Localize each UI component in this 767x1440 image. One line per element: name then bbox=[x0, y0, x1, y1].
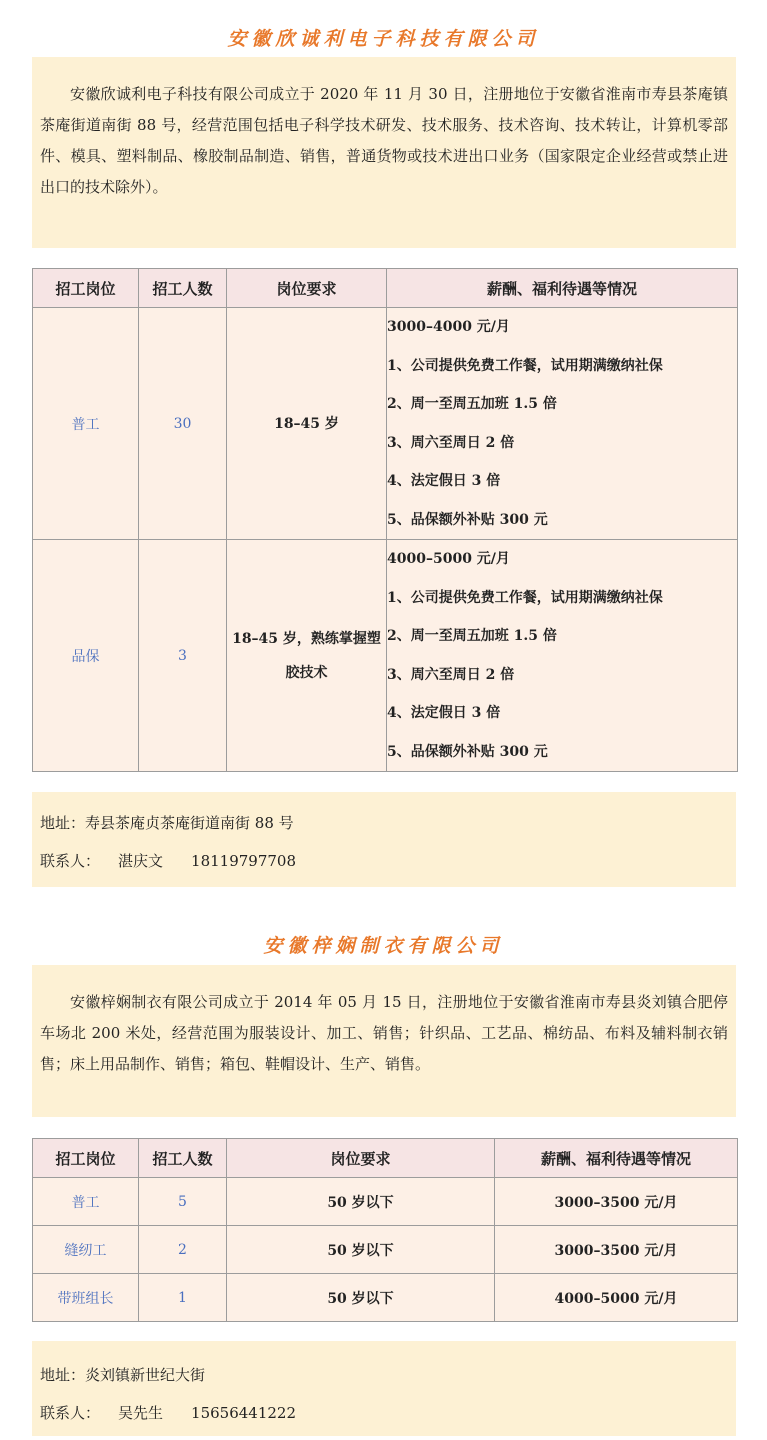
contact-phone: 18119797708 bbox=[191, 852, 297, 870]
salary-line: 3000–4000 元/月 bbox=[387, 319, 510, 335]
table-row bbox=[33, 1178, 738, 1226]
salary-line: 4、法定假日 3 倍 bbox=[387, 705, 501, 721]
row-position: 品保 bbox=[33, 540, 139, 772]
header-salary: 薪酬、福利待遇等情况 bbox=[387, 269, 738, 308]
header-salary: 薪酬、福利待遇等情况 bbox=[495, 1139, 738, 1178]
table-row bbox=[33, 540, 738, 772]
row-salary bbox=[387, 308, 738, 540]
contact-phone: 15656441222 bbox=[191, 1404, 297, 1422]
company2-title: 安徽梓娴制衣有限公司 bbox=[263, 935, 504, 957]
row-position: 普工 bbox=[33, 308, 139, 540]
row-requirement: 18–45 岁，熟练掌握塑胶技术 bbox=[227, 540, 387, 772]
company2-contact-box bbox=[32, 1341, 736, 1436]
row-position: 缝纫工 bbox=[33, 1226, 139, 1274]
row-count: 2 bbox=[139, 1226, 227, 1274]
address-label: 地址： bbox=[40, 1366, 86, 1384]
salary-line: 5、品保额外补贴 300 元 bbox=[387, 511, 548, 528]
company1-title: 安徽欣诚利电子科技有限公司 bbox=[227, 28, 540, 50]
company2-jobs-table bbox=[32, 1138, 738, 1322]
row-position: 普工 bbox=[33, 1178, 139, 1226]
contact-line bbox=[32, 1394, 736, 1432]
table-row bbox=[33, 308, 738, 540]
table-row bbox=[33, 1274, 738, 1322]
row-salary bbox=[387, 540, 738, 772]
row-requirement: 50 岁以下 bbox=[227, 1178, 495, 1226]
row-count: 5 bbox=[139, 1178, 227, 1226]
salary-line: 3、周六至周日 2 倍 bbox=[387, 434, 515, 451]
salary-line: 3、周六至周日 2 倍 bbox=[387, 666, 515, 683]
salary-line: 4、法定假日 3 倍 bbox=[387, 473, 501, 489]
salary-line: 1、公司提供免费工作餐，试用期满缴纳社保 bbox=[387, 357, 663, 374]
table-row bbox=[33, 1226, 738, 1274]
contact-name: 吴先生 bbox=[118, 1404, 164, 1422]
header-count: 招工人数 bbox=[139, 1139, 227, 1178]
row-requirement: 50 岁以下 bbox=[227, 1274, 495, 1322]
salary-line: 2、周一至周五加班 1.5 倍 bbox=[387, 628, 557, 644]
header-count: 招工人数 bbox=[139, 269, 227, 308]
contact-name: 湛庆文 bbox=[118, 852, 164, 870]
address-line bbox=[32, 1356, 736, 1394]
contact-label: 联系人： bbox=[40, 852, 101, 870]
header-requirement: 岗位要求 bbox=[227, 269, 387, 308]
header-position: 招工岗位 bbox=[33, 1139, 139, 1178]
contact-label: 联系人： bbox=[40, 1404, 101, 1422]
company1-contact-box bbox=[32, 792, 736, 887]
company2-intro: 安徽梓娴制衣有限公司成立于 2014 年 05 月 15 日，注册地位于安徽省淮南市寿县炎刘镇合肥停车场北 200 米处，经营范围为服装设计、加工、销售；针织品、工艺品、棉纺品、布料及辅料制衣销售；床上用品制作、销售；箱包、鞋帽设计、生产、销售。 bbox=[40, 993, 728, 1073]
row-salary: 3000–3500 元/月 bbox=[495, 1226, 738, 1274]
table-header-row bbox=[33, 1139, 738, 1178]
salary-line: 2、周一至周五加班 1.5 倍 bbox=[387, 396, 557, 412]
company1-intro: 安徽欣诚利电子科技有限公司成立于 2020 年 11 月 30 日，注册地位于安徽省淮南市寿县茶庵镇茶庵街道南街 88 号，经营范围包括电子科学技术研发、技术服务、技术咨询、技术转让，计算机零部件、模具、塑料制品、橡胶制品制造、销售，普通货物或技术进出口业务（国家限定企业经营或禁止进出口的技术除外）。 bbox=[40, 85, 728, 196]
row-count: 30 bbox=[139, 308, 227, 540]
salary-line: 1、公司提供免费工作餐，试用期满缴纳社保 bbox=[387, 589, 663, 606]
company2-intro-box bbox=[32, 965, 736, 1117]
header-position: 招工岗位 bbox=[33, 269, 139, 308]
row-requirement: 18–45 岁 bbox=[227, 308, 387, 540]
address-value: 炎刘镇新世纪大街 bbox=[85, 1366, 206, 1384]
contact-line bbox=[32, 842, 736, 880]
header-requirement: 岗位要求 bbox=[227, 1139, 495, 1178]
row-position: 带班组长 bbox=[33, 1274, 139, 1322]
company1-intro-box bbox=[32, 57, 736, 248]
row-salary: 4000–5000 元/月 bbox=[495, 1274, 738, 1322]
table-header-row bbox=[33, 269, 738, 308]
row-salary: 3000–3500 元/月 bbox=[495, 1178, 738, 1226]
address-value: 寿县茶庵贞茶庵街道南街 88 号 bbox=[85, 814, 294, 832]
row-count: 3 bbox=[139, 540, 227, 772]
address-line bbox=[32, 804, 736, 842]
address-label: 地址： bbox=[40, 814, 86, 832]
row-count: 1 bbox=[139, 1274, 227, 1322]
company1-jobs-table bbox=[32, 268, 738, 772]
salary-line: 5、品保额外补贴 300 元 bbox=[387, 743, 548, 760]
row-requirement: 50 岁以下 bbox=[227, 1226, 495, 1274]
salary-line: 4000–5000 元/月 bbox=[387, 551, 510, 567]
